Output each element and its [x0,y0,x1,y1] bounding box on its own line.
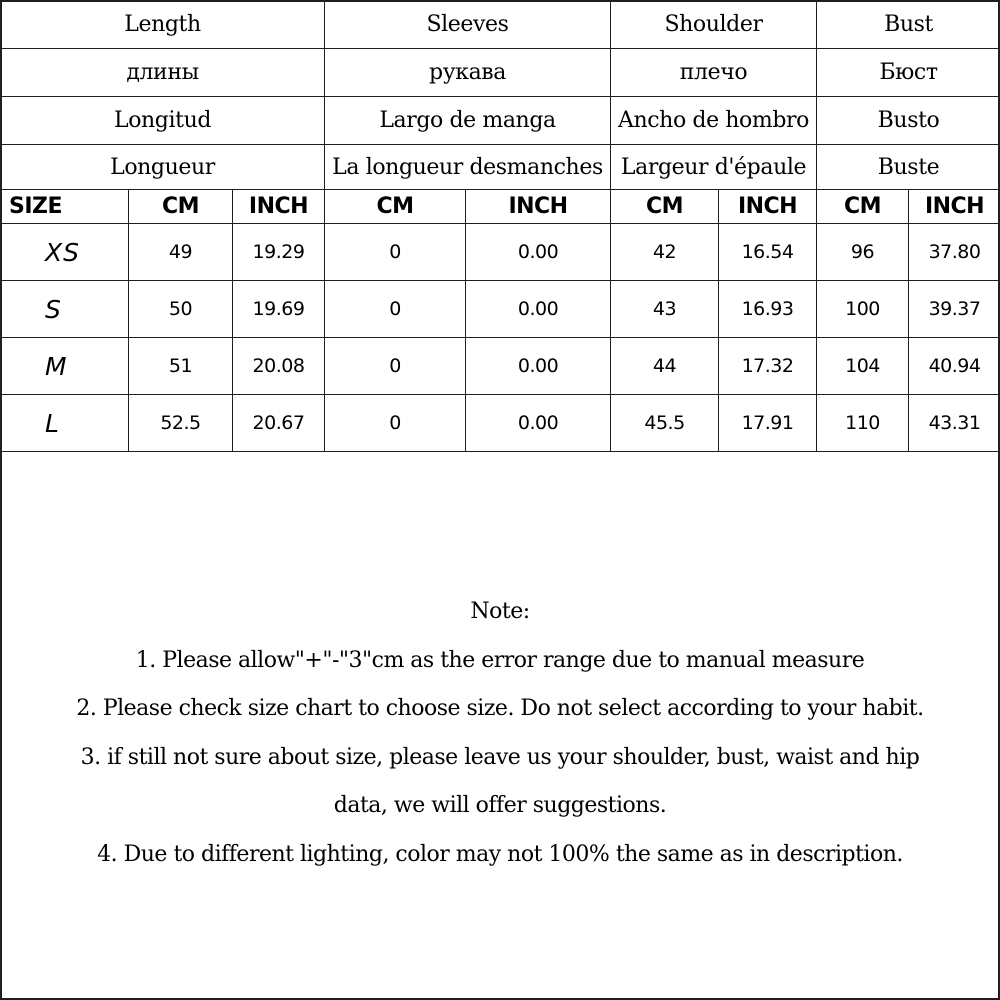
note-line-4: 4. Due to different lighting, color may not 100% the same as in description. [97,841,903,867]
note-line-1: 1. Please allow"+"-"3"cm as the error range due to manual measure [135,647,865,673]
header-bust-es: Busto [817,97,1000,145]
length-inch-cell: 19.69 [233,281,325,338]
length-cm-cell: 49 [129,224,233,281]
length-cm-cell: 52.5 [129,395,233,452]
length-inch-cell: 19.29 [233,224,325,281]
length-cm-cell: 51 [129,338,233,395]
header-bust-ru: Бюст [817,49,1000,97]
length-cm-header: CM [129,190,233,224]
note-line-3: 3. if still not sure about size, please leave us your shoulder, bust, waist and hip [80,744,920,770]
unit-row [1,190,1000,224]
length-cm-cell: 50 [129,281,233,338]
size-cell: L [1,395,129,452]
shoulder-cm-header: CM [611,190,719,224]
table-row [1,338,1000,395]
bust-inch-cell: 39.37 [909,281,1000,338]
sleeves-cm-cell: 0 [325,281,466,338]
table-row [1,395,1000,452]
header-length-fr: Longueur [1,145,325,190]
shoulder-inch-cell: 17.32 [719,338,817,395]
bust-inch-cell: 40.94 [909,338,1000,395]
header-shoulder-fr: Largeur d'épaule [611,145,817,190]
header-shoulder-es: Ancho de hombro [611,97,817,145]
sleeves-inch-cell: 0.00 [466,281,611,338]
sleeves-cm-header: CM [325,190,466,224]
size-cell: M [1,338,129,395]
bust-cm-cell: 100 [817,281,909,338]
header-sleeves-ru: рукава [325,49,611,97]
shoulder-cm-cell: 42 [611,224,719,281]
sleeves-inch-cell: 0.00 [466,395,611,452]
notes-section [0,588,1000,880]
sleeves-inch-cell: 0.00 [466,224,611,281]
size-cell: XS [1,224,129,281]
shoulder-inch-cell: 16.93 [719,281,817,338]
header-sleeves-es: Largo de manga [325,97,611,145]
header-shoulder: Shoulder [611,1,817,49]
header-row-russian [1,49,1000,97]
size-chart-table [0,0,1000,452]
header-length-es: Longitud [1,97,325,145]
table-row [1,224,1000,281]
sleeves-inch-header: INCH [466,190,611,224]
table-row [1,281,1000,338]
header-sleeves-fr: La longueur desmanches [325,145,611,190]
size-column-header: SIZE [1,190,129,224]
sleeves-inch-cell: 0.00 [466,338,611,395]
header-row-french [1,145,1000,190]
header-row-english [1,1,1000,49]
shoulder-cm-cell: 43 [611,281,719,338]
header-bust: Bust [817,1,1000,49]
bust-cm-cell: 110 [817,395,909,452]
header-sleeves: Sleeves [325,1,611,49]
shoulder-inch-cell: 17.91 [719,395,817,452]
note-line-3-continued: data, we will offer suggestions. [333,793,667,819]
note-line-2: 2. Please check size chart to choose size. Do not select according to your habit. [76,696,924,722]
size-cell: S [1,281,129,338]
sleeves-cm-cell: 0 [325,395,466,452]
bust-inch-header: INCH [909,190,1000,224]
length-inch-cell: 20.67 [233,395,325,452]
shoulder-cm-cell: 45.5 [611,395,719,452]
bust-inch-cell: 43.31 [909,395,1000,452]
notes-title: Note: [470,599,530,624]
sleeves-cm-cell: 0 [325,224,466,281]
sleeves-cm-cell: 0 [325,338,466,395]
shoulder-inch-cell: 16.54 [719,224,817,281]
bust-cm-header: CM [817,190,909,224]
shoulder-inch-header: INCH [719,190,817,224]
header-shoulder-ru: плечо [611,49,817,97]
bust-cm-cell: 96 [817,224,909,281]
header-length: Length [1,1,325,49]
header-row-spanish [1,97,1000,145]
header-bust-fr: Buste [817,145,1000,190]
header-length-ru: длины [1,49,325,97]
length-inch-header: INCH [233,190,325,224]
bust-inch-cell: 37.80 [909,224,1000,281]
bust-cm-cell: 104 [817,338,909,395]
shoulder-cm-cell: 44 [611,338,719,395]
length-inch-cell: 20.08 [233,338,325,395]
